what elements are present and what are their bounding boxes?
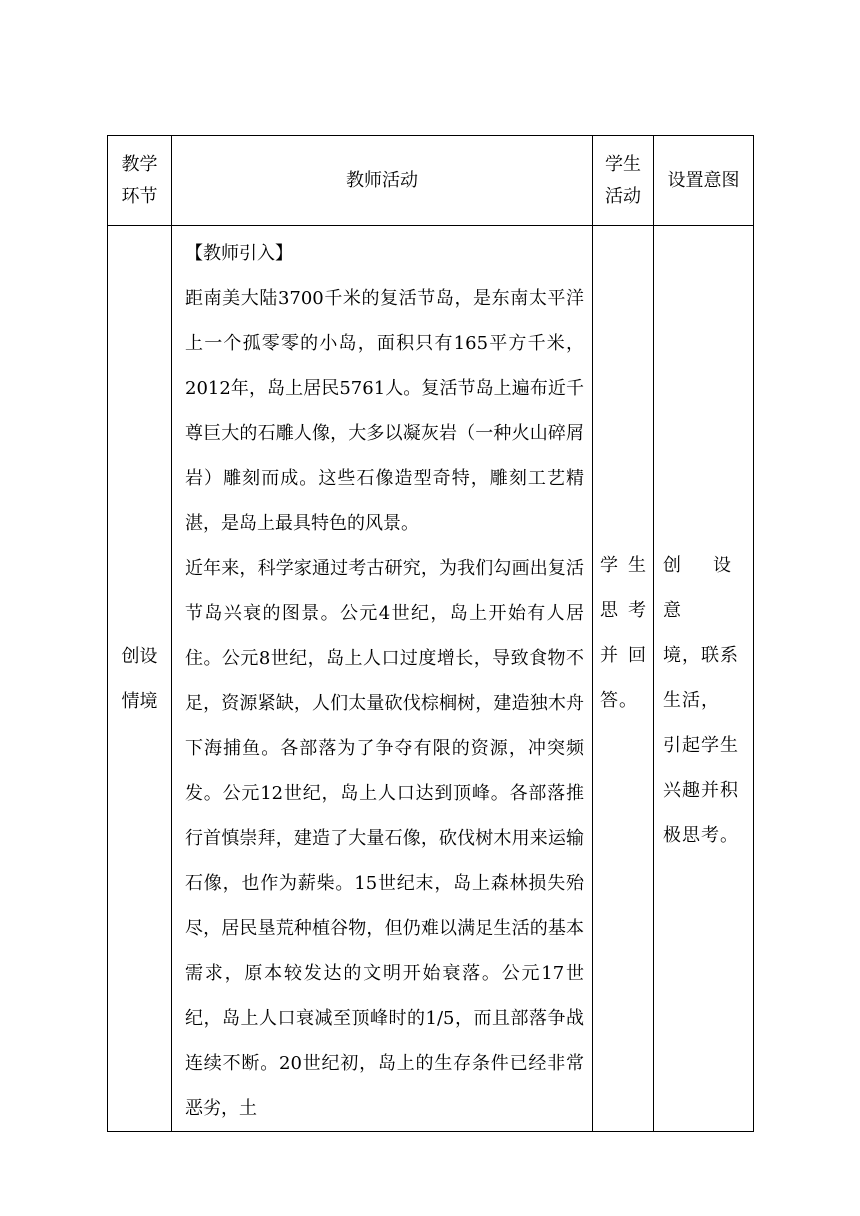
teacher-subhead: 【教师引入】 bbox=[185, 243, 293, 264]
header-intent: 设置意图 bbox=[667, 169, 740, 191]
stage-line2: 情境 bbox=[121, 690, 158, 712]
teacher-activity-cell bbox=[172, 226, 593, 1132]
student-activity-cell bbox=[593, 226, 654, 1132]
intent-line1 bbox=[663, 543, 745, 633]
header-stage-line1: 教学 bbox=[121, 153, 158, 175]
header-teacher: 教师活动 bbox=[346, 169, 418, 191]
header-student-line2: 活动 bbox=[605, 185, 641, 207]
header-row bbox=[108, 136, 754, 226]
intent-line3: 生活， bbox=[663, 690, 720, 711]
intent-cell bbox=[654, 226, 754, 1132]
header-student-cell bbox=[593, 136, 654, 226]
intent-line4: 引起学生 bbox=[663, 735, 739, 756]
header-teacher-cell bbox=[172, 136, 593, 226]
lesson-plan-table bbox=[107, 135, 754, 1132]
intent-line6: 极思考。 bbox=[663, 825, 739, 846]
student-activity-text: 学生思考并回答。 bbox=[600, 555, 647, 711]
stage-line1: 创设 bbox=[121, 645, 158, 667]
header-stage-cell bbox=[108, 136, 172, 226]
content-row bbox=[108, 226, 754, 1132]
teacher-paragraph-2: 近年来，科学家通过考古研究，为我们勾画出复活节岛兴衰的图景。公元4世纪，岛上开始有人居住。公元8世纪，岛上人口过度增长，导致食物不足，资源紧缺，人们太量砍伐棕榈树，建造独木舟下海捕鱼。各部落为了争夺有限的资源，冲突频发。公元12世纪，岛上人口达到顶峰。各部落推行首慎崇拜，建造了大量石像，砍伐树木用来运输石像，也作为薪柴。15世纪末，岛上森林损失殆尽，居民垦荒种植谷物，但仍难以满足生活的基本需求，原本较发达的文明开始衰落。公元17世纪，岛上人口衰减至顶峰时的1/5，而且部落争战连续不断。20世纪初，岛上的生存条件已经非常恶劣，土 bbox=[185, 558, 584, 1119]
stage-cell bbox=[108, 226, 172, 1132]
intent-line1-text: 创设意 bbox=[663, 555, 745, 621]
header-stage-line2: 环节 bbox=[121, 185, 158, 207]
header-student-line1: 学生 bbox=[605, 153, 641, 175]
teacher-paragraph-1: 距南美大陆3700千米的复活节岛，是东南太平洋上一个孤零零的小岛，面积只有165平方千米，2012年，岛上居民5761人。复活节岛上遍布近千尊巨大的石雕人像，大多以凝灰岩（一种火山碎屑岩）雕刻而成。这些石像造型奇特，雕刻工艺精湛，是岛上最具特色的风景。 bbox=[185, 288, 584, 534]
intent-line2: 境，联系 bbox=[663, 645, 739, 666]
intent-line5: 兴趣并积 bbox=[663, 780, 739, 801]
header-intent-cell bbox=[654, 136, 754, 226]
